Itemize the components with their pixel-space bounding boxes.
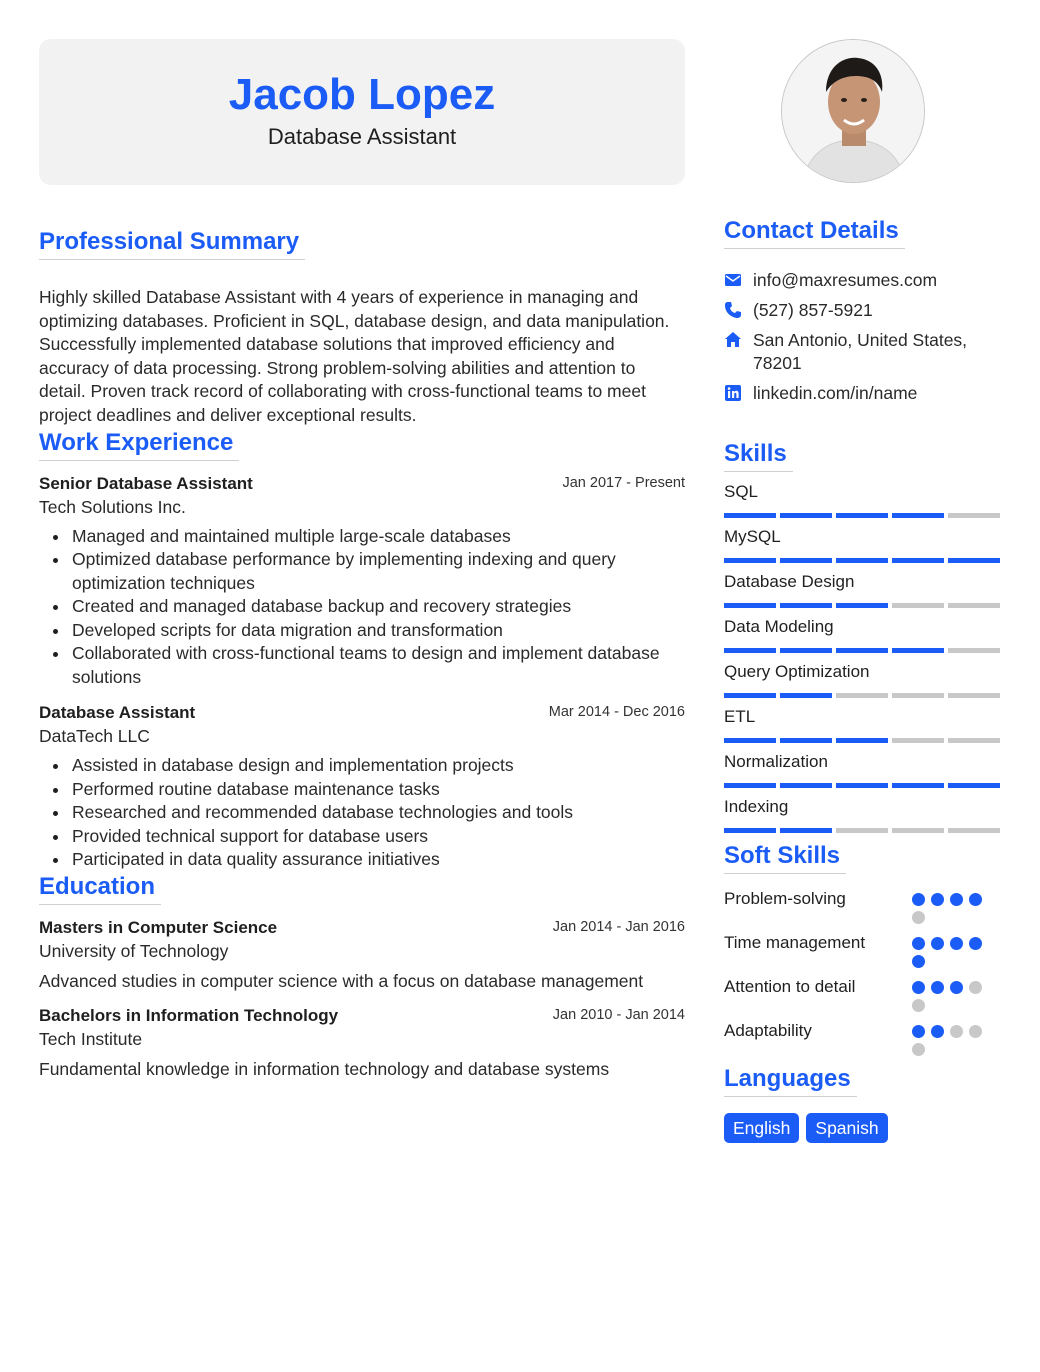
skill-name: ETL [724,707,756,726]
education-heading: Education [39,872,161,905]
skill-item [724,526,1000,563]
job-bullets [39,525,685,690]
skill-level-bar [724,513,1000,518]
skill-level-bar [724,558,1000,563]
education-entry [39,917,685,993]
soft-skill-rating [912,976,1000,1012]
list-item: Assisted in database design and implementation projects [39,754,685,778]
skill-level-segment [892,828,944,833]
skill-name: Data Modeling [724,617,834,636]
skill-name: Database Design [724,572,855,591]
languages-section [724,1064,1000,1143]
skill-level-segment [836,648,888,653]
skill-level-segment [724,738,776,743]
rating-dot [969,893,982,906]
skill-level-segment [780,513,832,518]
skill-level-segment [724,648,776,653]
phone-text: (527) 857-5921 [753,300,873,320]
profile-photo [781,39,925,183]
rating-dot [931,893,944,906]
skill-level-segment [780,648,832,653]
soft-skill-rating [912,1020,1000,1056]
list-item: Created and managed database backup and recovery strategies [39,595,685,619]
skill-item [724,481,1000,518]
rating-dot [950,981,963,994]
sidebar [724,39,1000,1143]
contact-heading: Contact Details [724,216,905,249]
job-bullets [39,754,685,872]
soft-skill-name: Problem-solving [724,889,846,908]
skill-level-segment [780,603,832,608]
skill-name: Normalization [724,752,828,771]
skill-level-segment [892,783,944,788]
school: Tech Institute [39,1028,143,1049]
rating-dot [912,1025,925,1038]
skill-level-segment [724,828,776,833]
education-date: Jan 2014 - Jan 2016 [552,918,685,935]
list-item: Performed routine database maintenance tasks [39,778,685,802]
summary-text: Highly skilled Database Assistant with 4 years of experience in managing and optimizing databases. Proficient in SQL, database design, and data manipulation. Successfully implemented database solutions that improved efficiency and accuracy of data processing. Strong problem-solving abilities and attention to detail. Proven track record of collaborating with cross-functional teams to meet project deadlines and deliver exceptional results. [39,287,670,425]
skills-section [724,439,1000,833]
skill-name: Indexing [724,797,789,816]
skill-level-bar [724,603,1000,608]
rating-dot [912,955,925,968]
skill-level-segment [892,738,944,743]
soft-skill-name: Time management [724,933,866,952]
soft-skills-heading: Soft Skills [724,841,846,874]
contact-linkedin[interactable] [724,382,1000,405]
skill-level-segment [892,693,944,698]
job-title: Database Assistant [39,703,196,723]
soft-skill-item [724,976,1000,1012]
skill-level-segment [780,828,832,833]
skill-level-segment [780,738,832,743]
rating-dot [950,1025,963,1038]
skill-level-segment [724,783,776,788]
list-item: Developed scripts for data migration and transformation [39,619,685,643]
rating-dot [912,911,925,924]
skill-level-segment [892,603,944,608]
candidate-name: Jacob Lopez [228,70,496,119]
skill-level-segment [836,603,888,608]
job-date: Mar 2014 - Dec 2016 [548,704,685,721]
job-company: Tech Solutions Inc. [39,496,186,517]
list-item: Managed and maintained multiple large-scale databases [39,525,685,549]
list-item: Optimized database performance by implementing indexing and query optimization techniques [39,548,685,595]
skill-level-segment [892,558,944,563]
skill-level-bar [724,648,1000,653]
languages-heading: Languages [724,1064,857,1097]
job-date: Jan 2017 - Present [562,474,685,491]
rating-dot [931,981,944,994]
degree: Bachelors in Information Technology [39,1005,339,1025]
job-entry [39,473,685,690]
list-item: Collaborated with cross-functional teams to design and implement database solutions [39,642,685,689]
soft-skill-name: Attention to detail [724,977,856,996]
skill-level-segment [836,783,888,788]
soft-skill-rating [912,888,1000,924]
skill-level-segment [948,648,1000,653]
skill-item [724,751,1000,788]
home-icon [724,331,742,349]
skill-level-segment [948,603,1000,608]
rating-dot [931,1025,944,1038]
soft-skill-rating [912,932,1000,968]
job-entry [39,702,685,872]
rating-dot [950,937,963,950]
skill-level-segment [780,558,832,563]
degree: Masters in Computer Science [39,917,278,937]
skill-level-segment [948,738,1000,743]
language-badge: English [724,1113,799,1143]
soft-skill-name: Adaptability [724,1021,812,1040]
rating-dot [969,937,982,950]
skill-level-segment [836,693,888,698]
soft-skill-item [724,932,1000,968]
skills-heading: Skills [724,439,793,472]
skill-level-segment [836,558,888,563]
skill-level-segment [724,513,776,518]
skill-item [724,571,1000,608]
soft-skill-item [724,888,1000,924]
skill-level-segment [780,693,832,698]
list-item: Provided technical support for database users [39,825,685,849]
main-column [39,39,685,1081]
skill-level-segment [948,513,1000,518]
rating-dot [969,981,982,994]
skill-level-segment [724,693,776,698]
rating-dot [969,1025,982,1038]
contact-phone[interactable] [724,299,1000,322]
experience-section [39,428,685,872]
contact-address [724,329,1000,375]
skill-level-segment [724,603,776,608]
soft-skill-item [724,1020,1000,1056]
summary-section [39,227,685,428]
experience-heading: Work Experience [39,428,239,461]
list-item: Researched and recommended database technologies and tools [39,801,685,825]
education-date: Jan 2010 - Jan 2014 [552,1006,685,1023]
education-description: Fundamental knowledge in information technology and database systems [39,1058,610,1079]
language-badge: Spanish [806,1113,887,1143]
skill-level-bar [724,693,1000,698]
skill-item [724,706,1000,743]
job-title: Senior Database Assistant [39,473,253,493]
rating-dot [950,893,963,906]
email-text: info@maxresumes.com [753,270,938,290]
rating-dot [931,937,944,950]
skill-level-bar [724,828,1000,833]
skill-item [724,796,1000,833]
skills-list [724,481,1000,833]
phone-icon [724,301,742,319]
skill-level-segment [948,693,1000,698]
skill-level-bar [724,738,1000,743]
school: University of Technology [39,940,229,961]
skill-level-segment [836,828,888,833]
summary-heading: Professional Summary [39,227,305,260]
skill-level-segment [836,738,888,743]
rating-dot [912,893,925,906]
list-item: Participated in data quality assurance initiatives [39,848,685,872]
skill-level-segment [892,648,944,653]
linkedin-icon [724,384,742,402]
skill-name: Query Optimization [724,662,870,681]
skill-item [724,616,1000,653]
rating-dot [912,1043,925,1056]
skill-item [724,661,1000,698]
skill-level-segment [948,783,1000,788]
skill-level-segment [780,783,832,788]
rating-dot [912,981,925,994]
linkedin-text: linkedin.com/in/name [753,383,918,403]
education-entry [39,1005,685,1081]
rating-dot [912,999,925,1012]
skill-level-segment [948,828,1000,833]
header [39,39,685,185]
person-portrait-icon [782,40,925,183]
candidate-title: Database Assistant [267,124,457,149]
address-text: San Antonio, United States, 78201 [753,330,968,373]
skill-name: MySQL [724,527,781,546]
contact-section [724,216,1000,405]
skill-level-segment [948,558,1000,563]
skill-level-bar [724,783,1000,788]
skill-level-segment [892,513,944,518]
email-icon [724,271,742,289]
languages-list [724,1113,1000,1143]
soft-skills-list [724,888,1000,1056]
skill-name: SQL [724,482,759,501]
job-company: DataTech LLC [39,726,150,747]
education-section [39,872,685,1081]
education-description: Advanced studies in computer science with a focus on database management [39,970,644,991]
rating-dot [912,937,925,950]
skill-level-segment [836,513,888,518]
contact-email[interactable] [724,269,1000,292]
soft-skills-section [724,841,1000,1056]
skill-level-segment [724,558,776,563]
